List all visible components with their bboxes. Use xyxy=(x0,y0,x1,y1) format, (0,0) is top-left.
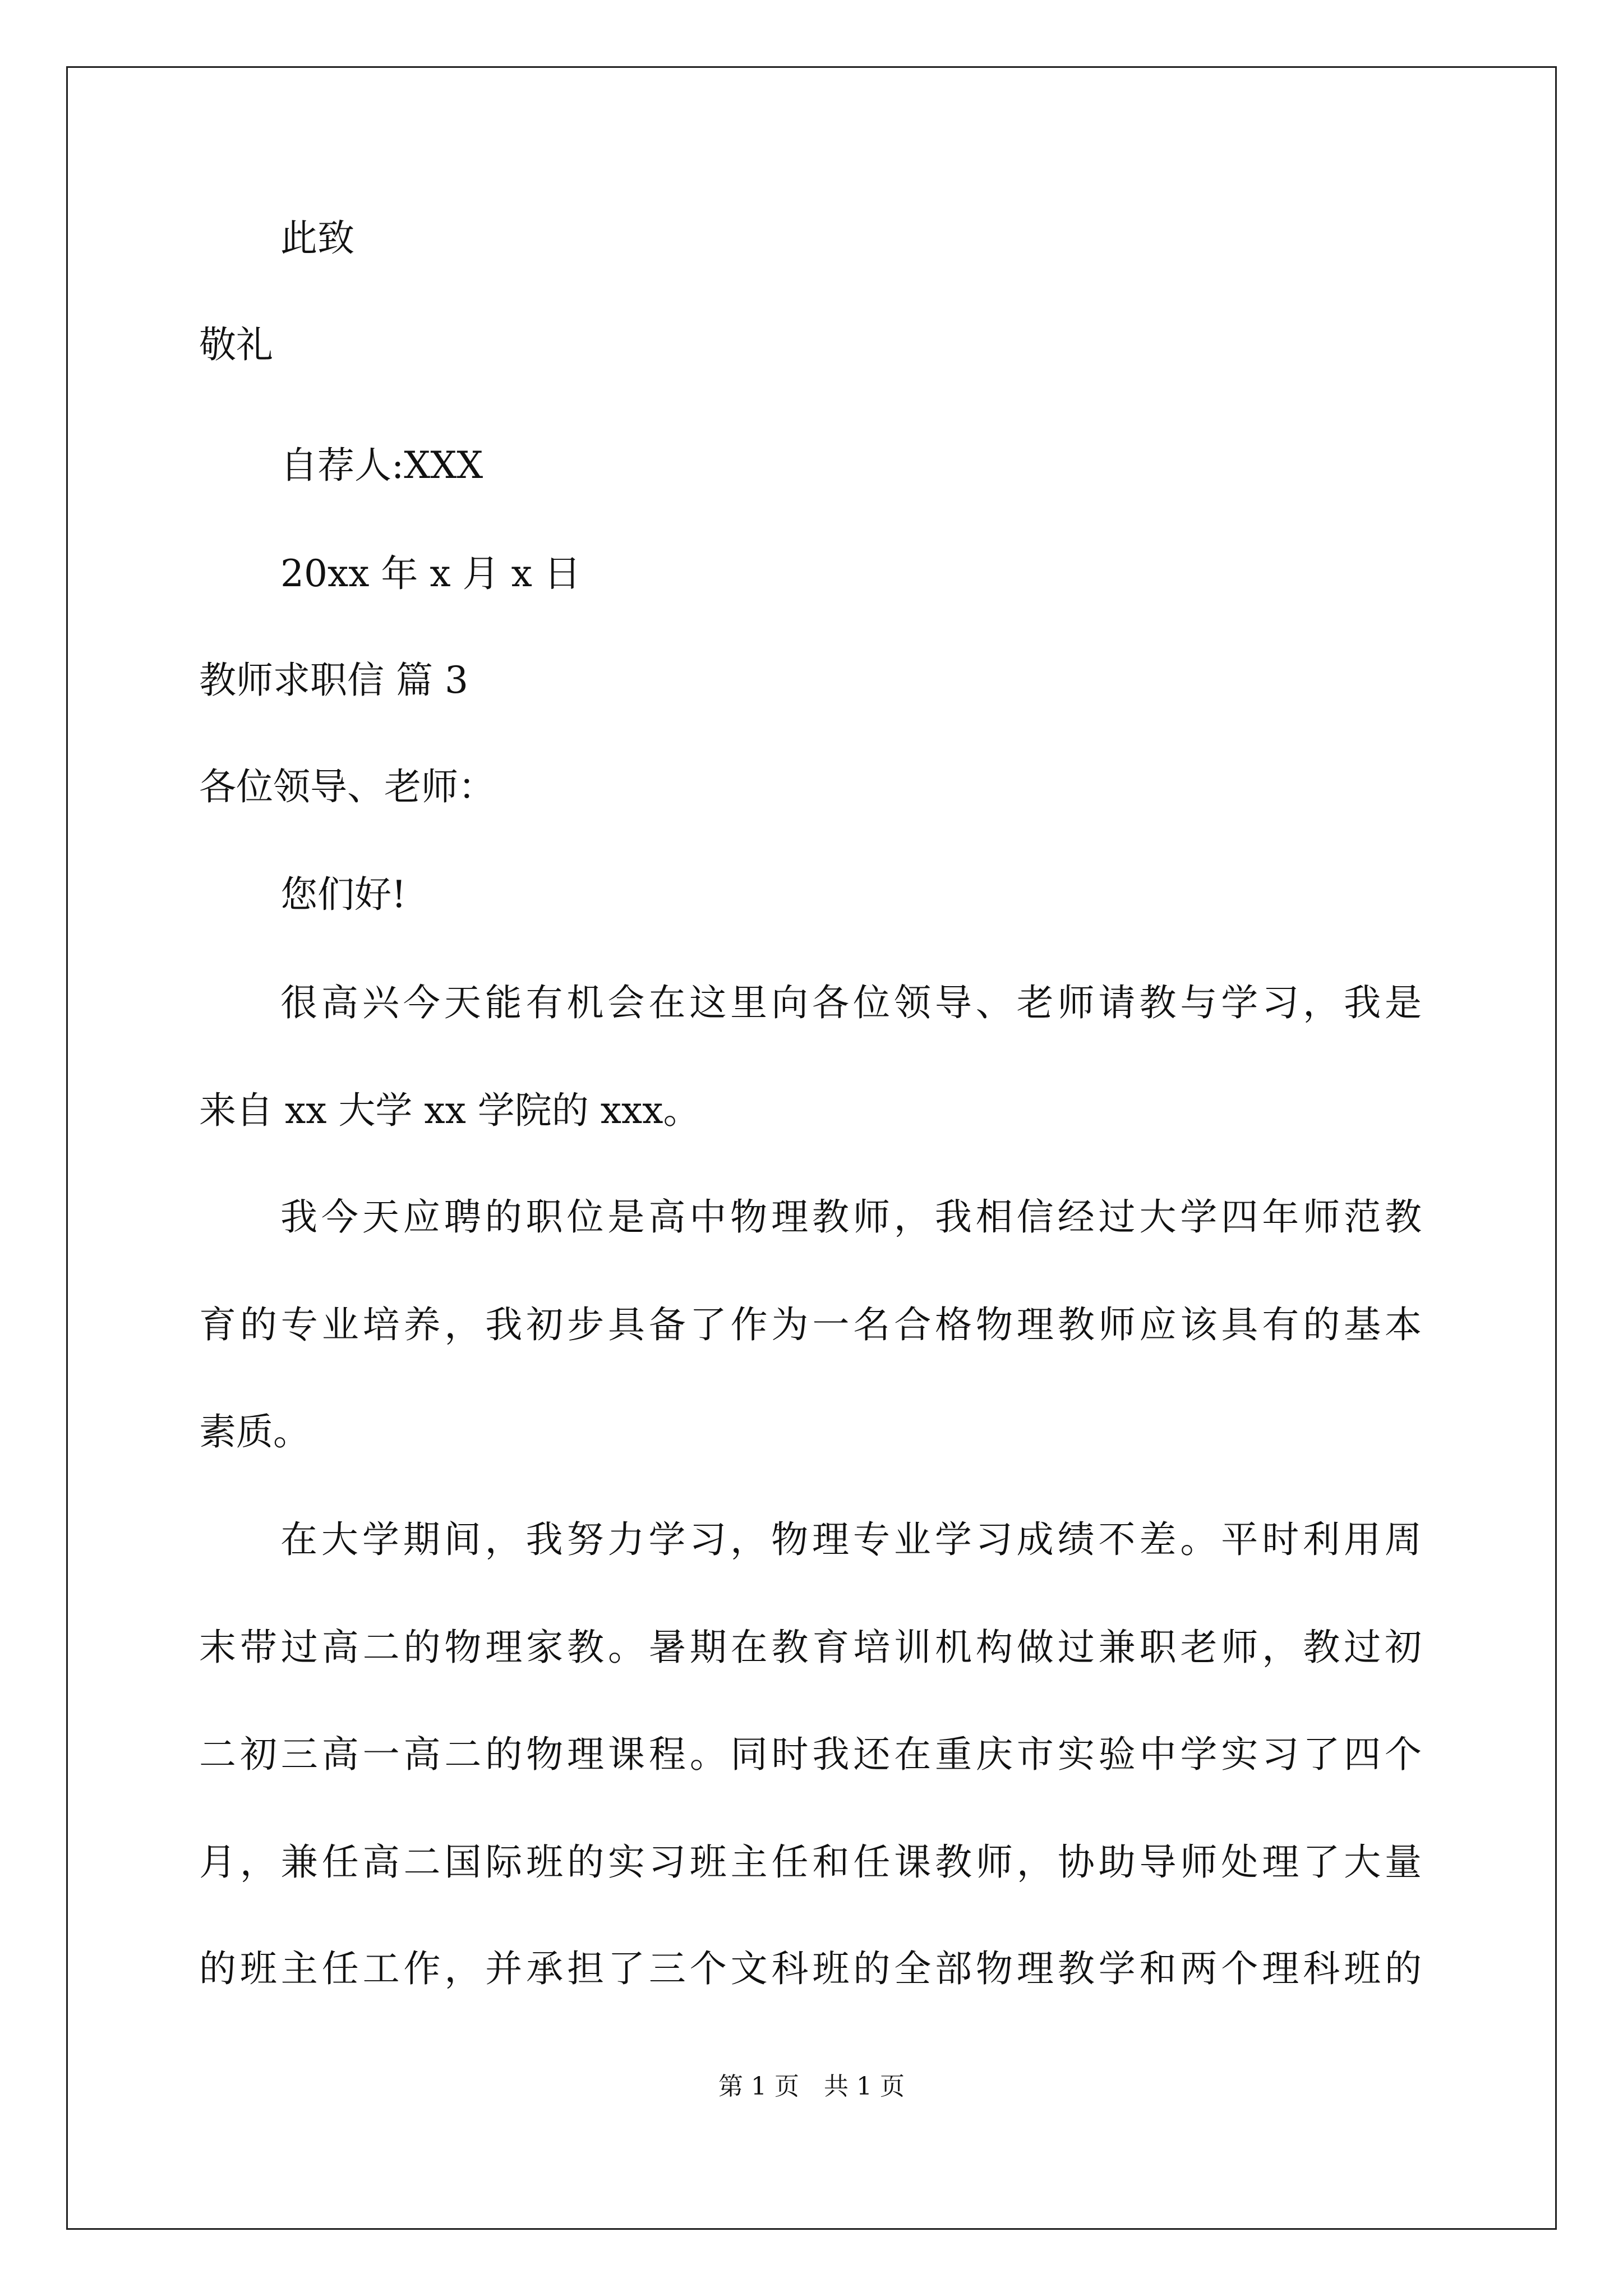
section-title: 教师求职信 篇 3 xyxy=(199,659,468,702)
paragraph-2-line-2: 育的专业培养，我初步具备了作为一名合格物理教师应该具有的基本 xyxy=(199,1303,1422,1346)
greeting-to: 各位领导、老师： xyxy=(199,765,495,808)
paragraph-3-line-4: 月，兼任高二国际班的实习班主任和任课教师，协助导师处理了大量 xyxy=(199,1841,1422,1884)
page-number: 第 1 页 xyxy=(718,2072,799,2101)
hello-line: 您们好! xyxy=(280,873,407,916)
salutation-line: 敬礼 xyxy=(199,323,273,366)
paragraph-3-line-3: 二初三高一高二的物理课程。同时我还在重庆市实验中学实习了四个 xyxy=(199,1733,1422,1776)
paragraph-1-line-1: 很高兴今天能有机会在这里向各位领导、老师请教与学习，我是 xyxy=(280,981,1422,1024)
paragraph-2-line-1: 我今天应聘的职位是高中物理教师，我相信经过大学四年师范教 xyxy=(280,1195,1422,1239)
paragraph-3-line-2: 末带过高二的物理家教。暑期在教育培训机构做过兼职老师，教过初 xyxy=(199,1626,1422,1669)
date-line: 20xx 年 x 月 x 日 xyxy=(280,552,581,595)
signature-line: 自荐人:XXX xyxy=(280,444,483,487)
paragraph-2-line-3: 素质。 xyxy=(199,1410,310,1453)
page-border xyxy=(66,66,1557,2230)
paragraph-1-line-2: 来自 xx 大学 xx 学院的 xxx。 xyxy=(199,1089,700,1132)
page-footer xyxy=(0,2070,1623,2104)
page-total: 共 1 页 xyxy=(824,2072,905,2101)
paragraph-3-line-5: 的班主任工作，并承担了三个文科班的全部物理教学和两个理科班的 xyxy=(199,1947,1422,1990)
closing-line: 此致 xyxy=(280,217,354,260)
paragraph-3-line-1: 在大学期间，我努力学习，物理专业学习成绩不差。平时利用周 xyxy=(280,1518,1422,1561)
